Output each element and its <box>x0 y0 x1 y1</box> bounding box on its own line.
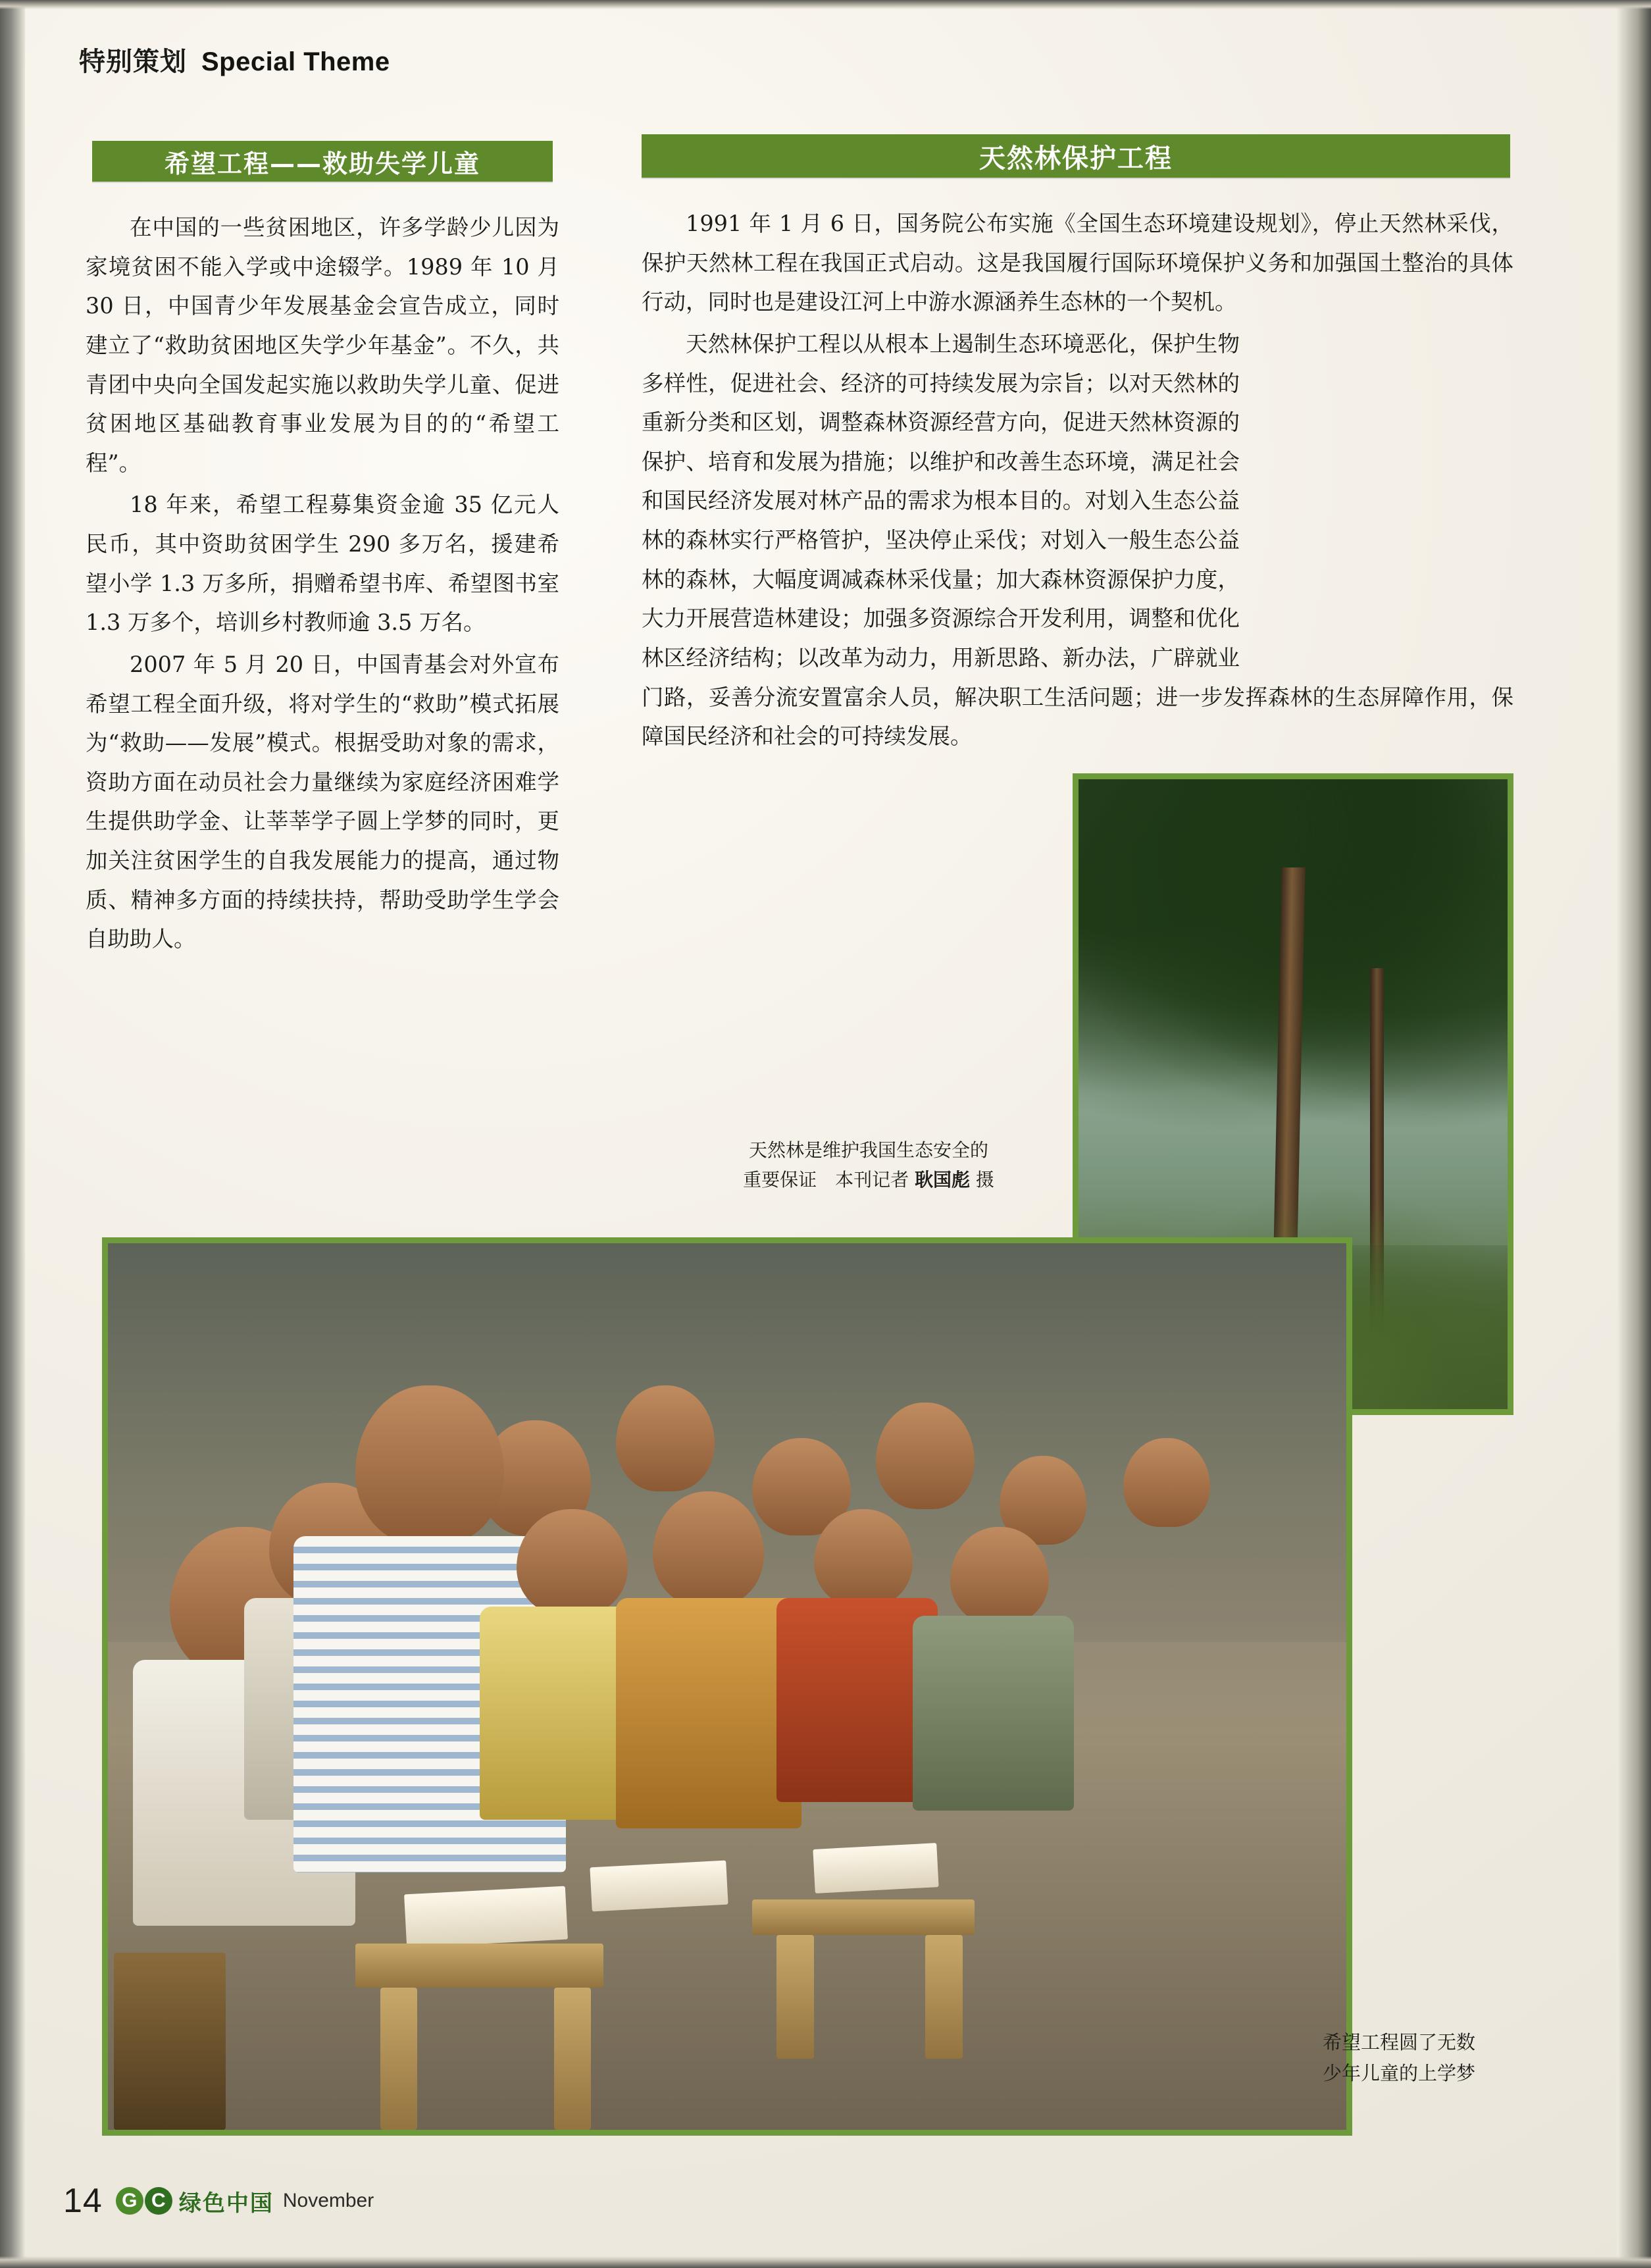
photo-child-figure <box>814 1509 913 1607</box>
caption-natural-forest <box>684 1135 1053 1195</box>
paragraph: 1991 年 1 月 6 日，国务院公布实施《全国生态环境建设规划》，停止天然林采伐，保护天然林工程在我国正式启动。这是我国履行国际环境保护义务和加强国土整治的具体行动，同时也是建设江河上中游水源涵养生态林的一个契机。 <box>642 211 1513 315</box>
page-edge-right <box>1617 0 1651 2268</box>
photo-child-figure <box>616 1385 715 1492</box>
photo-desk <box>554 1988 591 2130</box>
paragraph: 天然林保护工程以从根本上遏制生态环境恶化，保护生物多样性，促进社会、经济的可持续发展为宗旨；以对天然林的重新分类和区划，调整森林资源经营方向，促进天然林资源的保护、培育和发展为措施；以维护和改善生态环境，满足社会和国民经济发展对林产品的需求为根本目的。对划入生态公益林的森林实行严格管护，坚决停止采伐；对划入一般生态公益林的森林，大幅度调减森林采伐量；加大森林资源保护力度，大力开展营造林建设；加强多资源综合开发利用，调整和优化林区经济结构；以改革为动力，用新思路、新办法，广辟就业门路，妥善分流安置富余人员，解决职工生活问题；进一步发挥森林的生态屏障作用，保障国民经济和社会的可持续发展。 <box>642 330 1513 750</box>
photo-child-figure <box>355 1385 504 1545</box>
caption-credit-prefix: 重要保证 本刊记者 <box>743 1169 909 1191</box>
paragraph: 2007 年 5 月 20 日，中国青基会对外宣布希望工程全面升级，将对学生的“救助”模式拓展为“救助——发展”模式。根据受助对象的需求，资助方面在动员社会力量继续为家庭经济困难学生提供助学金、让莘莘学子圆上学梦的同时，更加关注贫困学生的自我发展能力的提高，通过物质、精神多方面的持续扶持，帮助受助学生学会自助助人。 <box>86 651 559 952</box>
page-number: 14 <box>63 2182 103 2220</box>
section-banner-hope-project <box>92 141 553 182</box>
photo-desk <box>925 1935 962 2059</box>
page-edge-left <box>0 0 25 2268</box>
magazine-name-cn: 绿色中国 <box>178 2190 274 2217</box>
magazine-logo <box>116 2185 374 2217</box>
page-edge-bottom <box>0 2256 1651 2268</box>
caption-classroom <box>1323 2027 1606 2089</box>
section-banner-forest-protection <box>642 134 1510 178</box>
caption-photographer-name: 耿国彪 <box>914 1169 970 1191</box>
photo-child-shirt <box>913 1616 1074 1811</box>
section-banner-hope-project-label: 希望工程——救助失学儿童 <box>164 149 480 178</box>
page-header <box>79 41 390 78</box>
photo-child-figure <box>876 1403 975 1509</box>
paragraph: 在中国的一些贫困地区，许多学龄少儿因为家境贫困不能入学或中途辍学。1989 年 10 月 30 日，中国青少年发展基金会宣告成立，同时建立了“救助贫困地区失学少年基金”。不久，共青团中央向全国发起实施以救助失学儿童、促进贫困地区基础教育事业发展为目的的“希望工程”。 <box>86 215 559 476</box>
logo-letter-g: G <box>116 2187 143 2215</box>
caption-line: 天然林是维护我国生态安全的 <box>748 1139 988 1161</box>
photo-desk <box>752 1899 975 1935</box>
caption-line: 少年儿童的上学梦 <box>1323 2061 1476 2084</box>
paragraph: 18 年来，希望工程募集资金逾 35 亿元人民币，其中资助贫困学生 290 多万名，援建希望小学 1.3 万多所，捐赠希望书库、希望图书室 1.3 万多个，培训乡村教师逾 3.5 万名。 <box>86 492 559 636</box>
photo-stool <box>114 1953 225 2130</box>
photo-desk <box>380 1988 417 2130</box>
photo-child-shirt <box>616 1598 801 1828</box>
article-column-left <box>86 208 559 962</box>
caption-line <box>684 1165 1053 1195</box>
logo-letter-c: C <box>145 2187 172 2215</box>
photo-child-figure <box>950 1527 1050 1624</box>
article-column-right <box>642 204 1513 759</box>
issue-month: November <box>282 2190 374 2211</box>
photo-child-figure <box>1123 1438 1210 1527</box>
photo-open-book <box>590 1861 728 1912</box>
page-edge-top <box>0 0 1651 9</box>
photo-child-figure <box>653 1491 764 1607</box>
photo-open-book <box>404 1886 568 1948</box>
text-wrap-spacer <box>1257 330 1513 639</box>
photo-desk <box>776 1935 813 2059</box>
photo-child-figure <box>517 1509 628 1616</box>
page-footer <box>63 2181 374 2221</box>
section-banner-forest-protection-label: 天然林保护工程 <box>979 143 1173 174</box>
header-title-en: Special Theme <box>201 47 390 76</box>
classroom-children-photo <box>102 1237 1352 2136</box>
caption-credit-suffix: 摄 <box>975 1169 994 1191</box>
header-title-cn: 特别策划 <box>79 47 187 77</box>
caption-line: 希望工程圆了无数 <box>1323 2031 1476 2053</box>
photo-desk <box>355 1944 603 1988</box>
photo-open-book <box>813 1843 938 1894</box>
